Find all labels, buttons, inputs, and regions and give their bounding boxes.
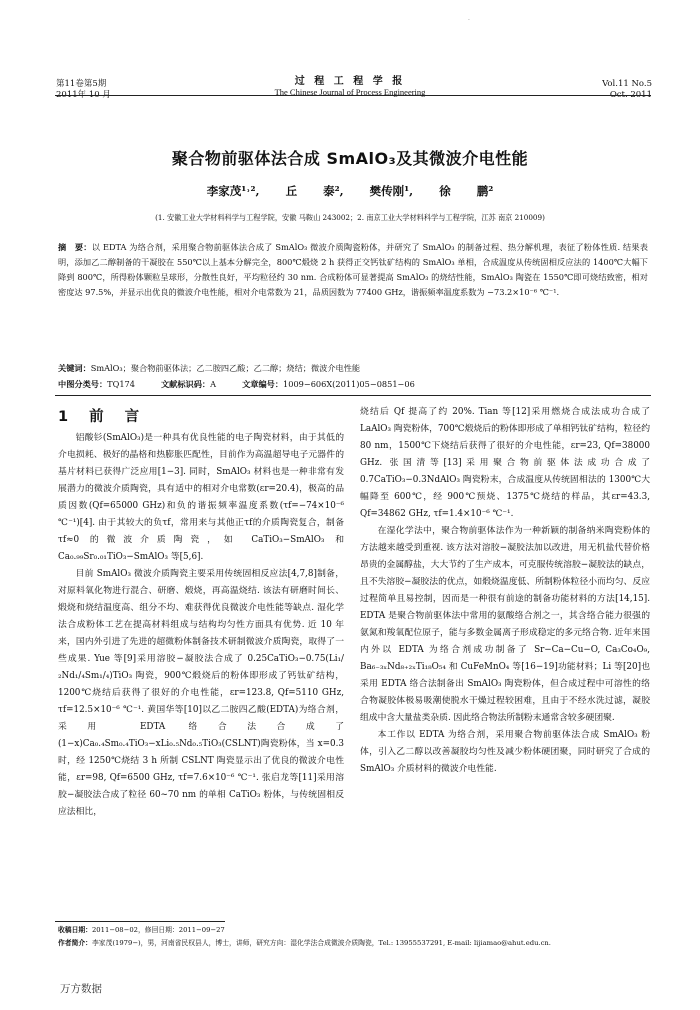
abstract — [58, 240, 648, 300]
journal-volume — [56, 79, 111, 101]
scan-dot: · — [468, 17, 470, 24]
header-rule — [55, 95, 651, 96]
paragraph: 本工作以 EDTA 为络合剂，采用聚合物前驱体法合成 SmAlO₃ 粉体，引入乙二醇以改善凝胶均匀性及减少粉体硬团聚，同时研究了合成的 SmAlO₃ 介质材料的微波介电性能. — [360, 730, 650, 774]
footnote-author — [58, 938, 653, 949]
journal-name-cn: 过 程 工 程 学 报 — [294, 76, 406, 87]
section-heading: 1 前 言 — [58, 409, 148, 425]
paragraph: 目前 SmAlO₃ 微波介质陶瓷主要采用传统固相反应法[4,7,8]制备，对原料氧化物进行混合、研磨、煅烧，再高温烧结. 该法有研磨时间长、煅烧和烧结温度高、组分不均、难获得优良微波介电性能等缺点. 湿化学法合成粉体工艺在提高材料组成与结构均匀性方面具有优势. 近 10 年来，国内外引进了先进的超微粉体制备技术研制微波介质陶瓷，取得了一些成果. Yue 等[9]采用溶胶−凝胶法合成了 0.25CaTiO₃−0.75(Li₁/₂Nd₁/₄Sm₁/₄)TiO₃ 陶瓷，900℃煅烧后的粉体即形成了钙钛矿结构，1200℃烧结后获得了很好的介电性能，εr=123.8, Qf=5110 GHz, τf=12.5×10⁻⁶ ℃⁻¹. 黄国华等[10]以乙二胺四乙酸(EDTA)为络合剂，采用 EDTA 络合法合成了(1−x)Ca₀.₄Sm₀.₄TiO₃−xLi₀.₅Nd₀.₅TiO₃(CSLNT)陶瓷粉体，当 x=0.3 时，经 1250℃烧结 3 h 所制 CSLNT 陶瓷显示出了优良的微波介电性能，εr=98, Qf=6500 GHz, τf=7.6×10⁻⁶ ℃⁻¹. 张启龙等[11]采用溶胶−凝胶法合成了粒径 60~70 nm 的单相 CaTiO₃ 粉体，与传统固相反应法相比， — [58, 569, 344, 817]
paragraph: 铝酸钐(SmAlO₃)是一种具有优良性能的电子陶瓷材料，由于其低的介电损耗、极好的晶格和热膨胀匹配性，目前作为高温超导电子元器件的基片材料已获得广泛应用[1−3]. 同时，SmAlO₃ 材料也是一种非常有发展潜力的微波介质陶瓷，具有适中的相对介电常数(εr=20.4)，极高的品质因数(Qf=65000 GHz)和负的谐振频率温度系数(τf=−74×10⁻⁶ ℃⁻¹)[4]. 由于其较大的负τf，常用来与其他正τf的介质陶瓷复合，制备τf≈0 的微波介质陶瓷，如 CaTiO₃−SmAlO₃ 和 Ca₀.₉₉Sr₀.₀₁TiO₃−SmAlO₃ 等[5,6]. — [58, 433, 344, 562]
author-list — [60, 183, 640, 199]
clc-value: TQ174 — [107, 379, 135, 389]
issue-date: 2011年 10 月 — [56, 90, 111, 100]
author: 樊传刚¹, — [369, 184, 414, 198]
author: 李家茂¹˒², — [206, 184, 260, 198]
abstract-divider — [55, 395, 651, 396]
keywords-text: SmAlO₃；聚合物前驱体法；乙二胺四乙酸；乙二醇；烧结；微波介电性能 — [90, 363, 361, 373]
author-bio-text: 李家茂(1979−)，男，河南省民权县人，博士，讲师，研究方向：湿化学法合成微波介质陶瓷，Tel.: 13955537291, E-mail: lijiamao@ahut.edu.cn. — [91, 939, 551, 947]
article-no-label: 文章编号： — [242, 379, 284, 389]
keywords-label: 关键词： — [58, 363, 91, 373]
dates-label: 收稿日期： — [58, 926, 92, 934]
paragraph: 烧结后 Qf 提高了约 20%. Tian 等[12]采用燃烧合成法成功合成了 LaAlO₃ 陶瓷粉体，700℃煅烧后的粉体即形成了单相钙钛矿结构，粒径约 80 nm，1500℃下烧结后获得了很好的介电性能，εr=23, Qf=38000 GHz. 张国清等[13]采用聚合物前驱体法成功合成了 0.7CaTiO₃−0.3NdAlO₃ 陶瓷粉末，合成温度从传统固相法的 1300℃大幅降至 600℃，经 900℃预烧、1375℃烧结的样品，其εr=43.3, Qf=34862 GHz, τf=1.4×10⁻⁶ ℃⁻¹. — [360, 407, 650, 519]
author: 徐 鹏² — [439, 184, 494, 198]
volume-issue: 第11卷第5期 — [56, 79, 107, 89]
right-column — [360, 404, 650, 778]
author-bio-label: 作者简介： — [58, 939, 92, 947]
journal-name-en: The Chinese Journal of Process Engineering — [274, 87, 426, 97]
doc-code-value: A — [210, 379, 217, 389]
paper-title: 聚合物前驱体法合成 SmAlO₃及其微波介电性能 — [171, 149, 529, 168]
author: 丘 泰², — [285, 184, 344, 198]
footnote-rule — [55, 921, 225, 922]
footnote-dates — [58, 925, 653, 936]
abstract-text: 以 EDTA 为络合剂，采用聚合物前驱体法合成了 SmAlO₃ 微波介质陶瓷粉体，并研究了 SmAlO₃ 的制备过程、热分解机理，表征了粉体性质. 结果表明，添加乙二醇制备的干凝胶在 550℃以上基本分解完全，800℃煅烧 2 h 获得正交钙钛矿结构的 SmAlO₃ 单相，合成温度从传统固相反应法的 1400℃大幅下降到 800℃，所得粉体颗粒呈球形，分散性良好，平均粒径约 30 nm. 合成粉体可显著提高 SmAlO₃ 的烧结性能，SmAlO₃ 陶瓷在 1550℃即可烧结致密，相对密度达 97.5%，并显示出优良的微波介电性能，相对介电常数为 21，品质因数为 77400 GHz，谐振频率温度系数为 −73.2×10⁻⁶ ℃⁻¹. — [58, 242, 648, 297]
journal-volume-en — [602, 79, 652, 101]
doc-code-label: 文献标识码： — [160, 379, 211, 389]
dates-text: 2011−08−02，修回日期：2011−09−27 — [91, 926, 225, 934]
keywords — [58, 361, 648, 376]
abstract-label: 摘 要： — [58, 242, 92, 252]
left-column — [58, 430, 344, 821]
paragraph: 在湿化学法中，聚合物前驱体法作为一种新颖的制备纳米陶瓷粉体的方法越来越受到重视. 该方法对溶胶−凝胶法加以改进，用无机盐代替价格昂贵的金属醇盐，大大节约了生产成本，可克服传统溶胶−凝胶法的缺点，且不失溶胶−凝胶法的优点，如煅烧温度低、所制粉体粒径小而均匀、反应过程简单且易控制，因而是一种很有前途的制备功能材料的方法[14,15]. EDTA 是聚合物前驱体法中常用的氨酸络合剂之一，其含络合能力很强的氨氮和羧氧配位原子，能与多数金属离子形成稳定的多元络合物. 近年来国内外以 EDTA 为络合剂成功制备了 Sr−Ca−Cu−O, Ca₃Co₄O₉, Ba₆₋₃ₓNd₈₊₂ₓTi₁₈O₅₄ 和 CuFeMnO₄ 等[16−19]功能材料；Li 等[20]也采用 EDTA 络合法制备出 SmAlO₃ 陶瓷粉体，但合成过程中可溶性的络合物凝胶体极易吸潮使脱水干燥过程较困难，且由于不经水洗过滤，凝胶组成中含大量盐类杂质. 因此络合物法所制粉末通常含较多硬团聚. — [360, 526, 650, 723]
affiliation: (1. 安徽工业大学材料科学与工程学院，安徽 马鞍山 243002；2. 南京工业大学材料科学与工程学院，江苏 南京 210009) — [155, 213, 545, 222]
issue-date-en: Oct. 2011 — [609, 90, 652, 100]
volume-issue-en: Vol.11 No.5 — [602, 79, 652, 89]
watermark: 万方数据 — [60, 983, 102, 995]
clc-label: 中图分类号： — [58, 379, 108, 389]
article-no-value: 1009−606X(2011)05−0851−06 — [283, 379, 415, 389]
classification — [58, 377, 648, 392]
